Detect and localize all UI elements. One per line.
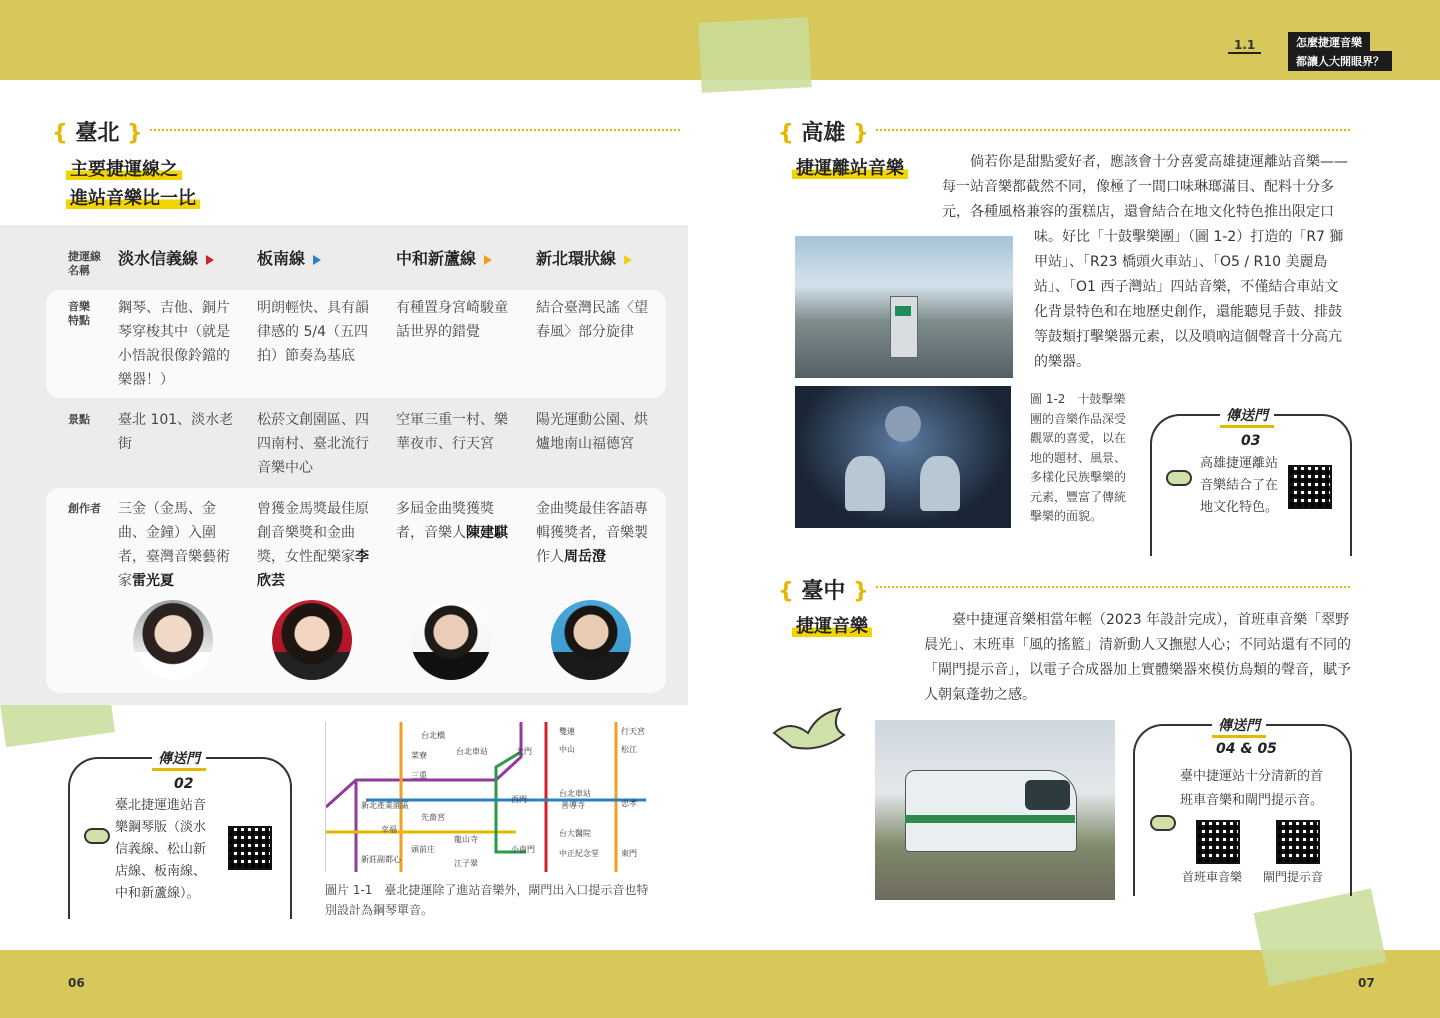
map-station-label: 龍山寺: [454, 835, 478, 844]
taipei-dotline: [150, 129, 680, 131]
feature-3: 有種置身宮崎駿童話世界的錯覺: [396, 300, 508, 340]
feature-2: 明朗輕快、具有韻律感的 5/4（五四拍）節奏為基底: [257, 300, 369, 364]
portal-title-0405: 傳送門: [1212, 715, 1266, 738]
row-label-feature: 音樂 特點: [68, 300, 90, 327]
creator-4: 金曲獎最佳客語專輯獲獎者，音樂製作人周岳澄: [536, 501, 648, 565]
map-station-label: 菜寮: [411, 751, 427, 760]
taichung-title: { 臺中 }: [778, 579, 869, 604]
kaohsiung-station-photo: [795, 236, 1013, 378]
kaohsiung-dotline: [876, 129, 1350, 131]
portal-text-03: 高雄捷運離站音樂結合了在地文化特色。: [1200, 456, 1279, 515]
qr-code-04[interactable]: [1196, 820, 1240, 864]
avatar-creator-3: [411, 600, 491, 680]
line-name-1: 淡水信義線: [118, 246, 214, 269]
portal-num-03: 03: [1241, 433, 1261, 449]
creator-name-2: 李欣芸: [257, 549, 369, 589]
taipei-subtitle-1: 主要捷運線之: [66, 155, 182, 181]
map-station-label: 雙連: [559, 727, 575, 736]
map-station-label: 中山: [559, 745, 575, 754]
qr-code-05[interactable]: [1276, 820, 1320, 864]
page-number-right: 07: [1358, 976, 1375, 990]
map-station-label: 三重: [411, 771, 427, 780]
line-name-3: 中和新蘆線: [396, 246, 492, 269]
avatar-creator-4: [551, 600, 631, 680]
portal-text-0405: 臺中捷運站十分清新的首班車音樂和閘門提示音。: [1180, 769, 1324, 808]
kaohsiung-paragraph-1: 倘若你是甜點愛好者，應該會十分喜愛高雄捷運離站音樂——每一站音樂都截然不同，像極了一間口味琳瑯滿目、配料十分多元，各種風格兼容的蛋糕店，還會結合在地文化特色推出限定口: [942, 154, 1348, 220]
taipei-title: { 臺北 }: [52, 121, 143, 146]
map-station-label: 忠孝: [621, 799, 637, 808]
portal-text-02: 臺北捷運進站音樂鋼琴版（淡水信義線、松山新店線、板南線、中和新蘆線）。: [115, 798, 207, 901]
map-station-label: 先嗇宮: [421, 813, 445, 822]
kaohsiung-title: { 高雄 }: [778, 121, 869, 146]
map-station-label: 幸福: [381, 825, 397, 834]
kaohsiung-caption: 圖 1-2 十鼓擊樂團的音樂作品深受觀眾的喜愛，以在地的題材、風景、多樣化民族擊樂的元素，豐富了傳統擊樂的面貌。: [1030, 392, 1127, 523]
map-station-label: 頭前庄: [411, 845, 435, 854]
row-label-spot: 景點: [68, 413, 90, 426]
map-station-label: 台北車站: [456, 747, 488, 756]
map-station-label: 松江: [621, 745, 637, 754]
map-station-label: 江子翠: [454, 859, 478, 868]
drum-troupe-photo: [795, 386, 1011, 528]
map-station-label: 台北車站: [559, 789, 591, 798]
portal-title-02: 傳送門: [152, 748, 206, 771]
kaohsiung-paragraph-2: 味。好比「十鼓擊樂團」（圖 1-2）打造的「R7 獅甲站」、「R23 橋頭火車站」、「O5 / R10 美麗島站」、「O1 西子灣站」四站音樂，不僅結合車站文化背景特色和在地歷史創作，還能聽見手鼓、排鼓等鼓類打擊樂器元素，以及嗩吶這個聲音十分高亢的樂器。: [1034, 229, 1344, 370]
feature-4: 結合臺灣民謠〈望春風〉部分旋律: [536, 300, 648, 340]
tape-top: [698, 17, 812, 93]
key-icon: [1150, 815, 1176, 831]
bird-icon: [770, 705, 852, 755]
qr-code-03[interactable]: [1288, 465, 1332, 509]
row-label-line: 捷運線 名稱: [68, 250, 101, 277]
portal-num-02: 02: [174, 776, 194, 792]
map-station-label: 新北產業園區: [361, 801, 409, 810]
qr-label-04: 首班車音樂: [1182, 870, 1243, 884]
section-number: 1.1: [1228, 38, 1261, 54]
portal-num-0405: 04 & 05: [1216, 741, 1277, 757]
creator-name-1: 雷光夏: [132, 573, 174, 589]
line-name-4: 新北環狀線: [536, 246, 632, 269]
taichung-dotline: [876, 586, 1350, 588]
spot-2: 松菸文創園區、四四南村、臺北流行音樂中心: [257, 412, 369, 476]
qr-code-02[interactable]: [228, 826, 272, 870]
creator-name-4: 周岳澄: [564, 549, 606, 565]
taipei-subtitle-2: 進站音樂比一比: [66, 184, 200, 210]
portal-title-03: 傳送門: [1220, 405, 1274, 428]
key-icon: [84, 828, 110, 844]
spot-1: 臺北 101、淡水老街: [118, 412, 234, 452]
map-station-label: 行天宮: [621, 727, 645, 736]
map-station-label: 新莊副都心: [361, 855, 401, 864]
header-title-1: 怎麼捷運音樂: [1288, 32, 1370, 52]
map-station-label: 台大醫院: [559, 829, 591, 838]
map-station-label: 善導寺: [561, 801, 585, 810]
spot-4: 陽光運動公園、烘爐地南山福德宮: [536, 412, 648, 452]
map-station-label: 西門: [511, 795, 527, 804]
creator-3: 多屆金曲獎獲獎者，音樂人陳建騏: [396, 501, 508, 541]
taichung-train-photo: [875, 720, 1115, 900]
avatar-creator-1: [133, 600, 213, 680]
creator-1: 三金（金馬、金曲、金鐘）入圍者，臺灣音樂藝術家雷光夏: [118, 501, 230, 589]
map-station-label: 台北橋: [421, 731, 445, 740]
mrt-map: [325, 722, 646, 872]
kaohsiung-subtitle: 捷運離站音樂: [792, 154, 908, 180]
taichung-paragraph: 臺中捷運音樂相當年輕（2023 年設計完成），首班車音樂「翠野晨光」、末班車「風的搖籃」清新動人又撫慰人心；不同站還有不同的「閘門提示音」，以電子合成器加上實體樂器來模仿鳥類的聲音，賦予人朝氣蓬勃之感。: [924, 612, 1351, 703]
map-caption: 圖片 1-1 臺北捷運除了進站音樂外，閘門出入口提示音也特別設計為鋼琴單音。: [325, 883, 649, 917]
creator-2: 曾獲金馬獎最佳原創音樂獎和金曲獎，女性配樂家李欣芸: [257, 501, 369, 589]
qr-label-05: 閘門提示音: [1263, 870, 1324, 884]
spot-3: 空軍三重一村、樂華夜市、行天宮: [396, 412, 508, 452]
header-title-2: 都讓人大開眼界？: [1288, 51, 1392, 71]
map-station-label: 東門: [621, 849, 637, 858]
feature-1: 鋼琴、吉他、銅片琴穿梭其中（就是小悟說很像鈴鐺的樂器！）: [118, 300, 230, 388]
map-station-label: 北門: [516, 747, 532, 756]
creator-name-3: 陳建騏: [466, 525, 508, 541]
map-station-label: 小南門: [511, 845, 535, 854]
page-number-left: 06: [68, 976, 85, 990]
key-icon: [1166, 470, 1192, 486]
map-station-label: 中正紀念堂: [559, 849, 599, 858]
avatar-creator-2: [272, 600, 352, 680]
line-name-2: 板南線: [257, 246, 321, 269]
taichung-subtitle: 捷運音樂: [792, 612, 872, 638]
row-label-creator: 創作者: [68, 502, 101, 515]
